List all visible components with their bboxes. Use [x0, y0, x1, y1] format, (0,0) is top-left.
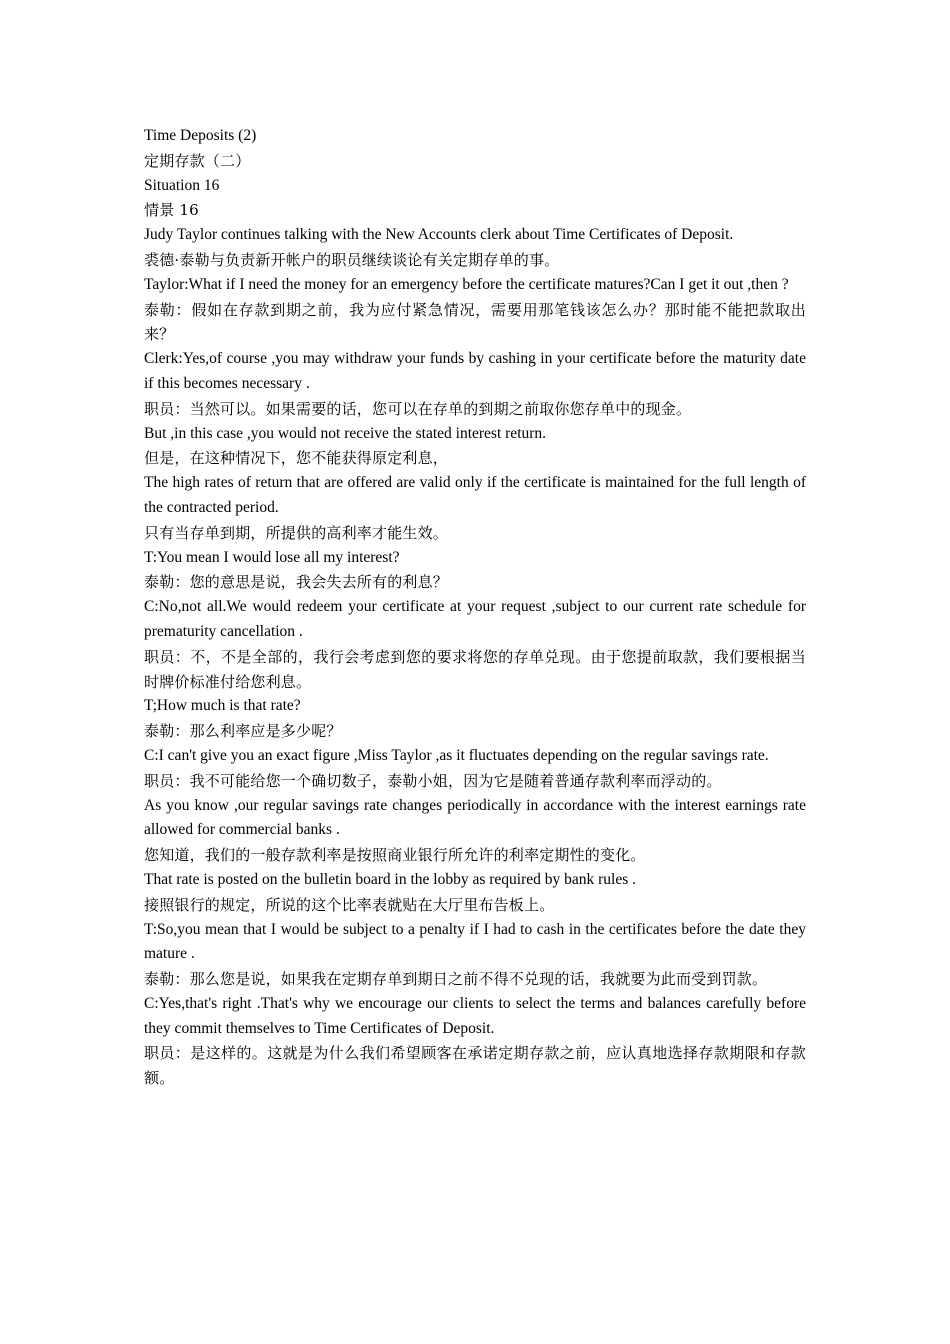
dialogue-line-en: The high rates of return that are offered are valid only if the certificate is maintained for the full length of the contracted period.: [144, 474, 806, 516]
dialogue-line-zh: 只有当存单到期，所提供的高利率才能生效。: [144, 523, 449, 542]
dialogue-line-zh: 泰勒：假如在存款到期之前，我为应付紧急情况，需要用那笔钱该怎么办？那时能不能把款取出来？: [144, 300, 806, 344]
dialogue-line-zh: 职员：我不可能给您一个确切数子，泰勒小姐，因为它是随着普通存款利率而浮动的。: [144, 771, 722, 790]
dialogue-line-zh: 泰勒：那么您是说，如果我在定期存单到期日之前不得不兑现的话，我就要为此而受到罚款。: [144, 970, 768, 989]
dialogue-line-en: Taylor:What if I need the money for an emergency before the certificate matures?Can I get it out ,then ?: [144, 275, 789, 293]
dialogue-line-en: That rate is posted on the bulletin board in the lobby as required by bank rules .: [144, 870, 637, 888]
dialogue-line-en: C:Yes,that's right .That's why we encourage our clients to select the terms and balances carefully before they commit themselves to Time Certificates of Deposit.: [144, 994, 806, 1037]
dialogue-line-zh: 职员：当然可以。如果需要的话，您可以在存单的到期之前取你您存单中的现金。: [144, 399, 692, 418]
dialogue-line-zh: 泰勒：您的意思是说，我会失去所有的利息？: [144, 573, 449, 592]
situation-label-zh: 情景 16: [144, 201, 199, 220]
dialogue-line-en: But ,in this case ,you would not receive the stated interest return.: [144, 424, 547, 442]
dialogue-line-en: C:No,not all.We would redeem your certificate at your request ,subject to our current rate schedule for prematurity cancellation .: [144, 598, 806, 640]
situation-label-en: Situation 16: [144, 176, 220, 194]
doc-title-zh: 定期存款（二）: [144, 151, 251, 170]
dialogue-line-zh: 您知道，我们的一般存款利率是按照商业银行所允许的利率定期性的变化。: [144, 846, 646, 865]
document-body: [144, 124, 806, 1091]
dialogue-line-en: T:You mean I would lose all my interest?: [144, 548, 400, 566]
dialogue-line-zh: 职员：是这样的。这就是为什么我们希望顾客在承诺定期存款之前，应认真地选择存款期限和存款额。: [144, 1044, 806, 1088]
dialogue-line-zh: 职员：不，不是全部的，我行会考虑到您的要求将您的存单兑现。由于您提前取款，我们要根据当时牌价标准付给您利息。: [144, 647, 806, 691]
dialogue-line-zh: 但是，在这种情况下，您不能获得原定利息，: [144, 449, 449, 468]
dialogue-line-zh: 接照银行的规定，所说的这个比率表就贴在大厅里布告板上。: [144, 895, 555, 914]
dialogue-line-en: As you know ,our regular savings rate changes periodically in accordance with the interest earnings rate allowed for commercial banks .: [144, 796, 806, 839]
dialogue-line-en: Clerk:Yes,of course ,you may withdraw your funds by cashing in your certificate before the maturity date if this becomes necessary .: [144, 350, 806, 392]
dialogue-line-zh: 泰勒：那么利率应是多少呢？: [144, 722, 342, 741]
doc-title-en: Time Deposits (2): [144, 127, 257, 144]
intro-zh: 裘德·泰勒与负责新开帐户的职员继续谈论有关定期存单的事。: [144, 250, 560, 269]
dialogue-line-en: C:I can't give you an exact figure ,Miss Taylor ,as it fluctuates depending on the regular savings rate.: [144, 746, 769, 764]
dialogue-line-en: T:So,you mean that I would be subject to a penalty if I had to cash in the certificates before the date they mature .: [144, 920, 806, 963]
intro-en: Judy Taylor continues talking with the New Accounts clerk about Time Certificates of Deposit.: [144, 226, 734, 244]
dialogue-line-en: T;How much is that rate?: [144, 697, 301, 715]
